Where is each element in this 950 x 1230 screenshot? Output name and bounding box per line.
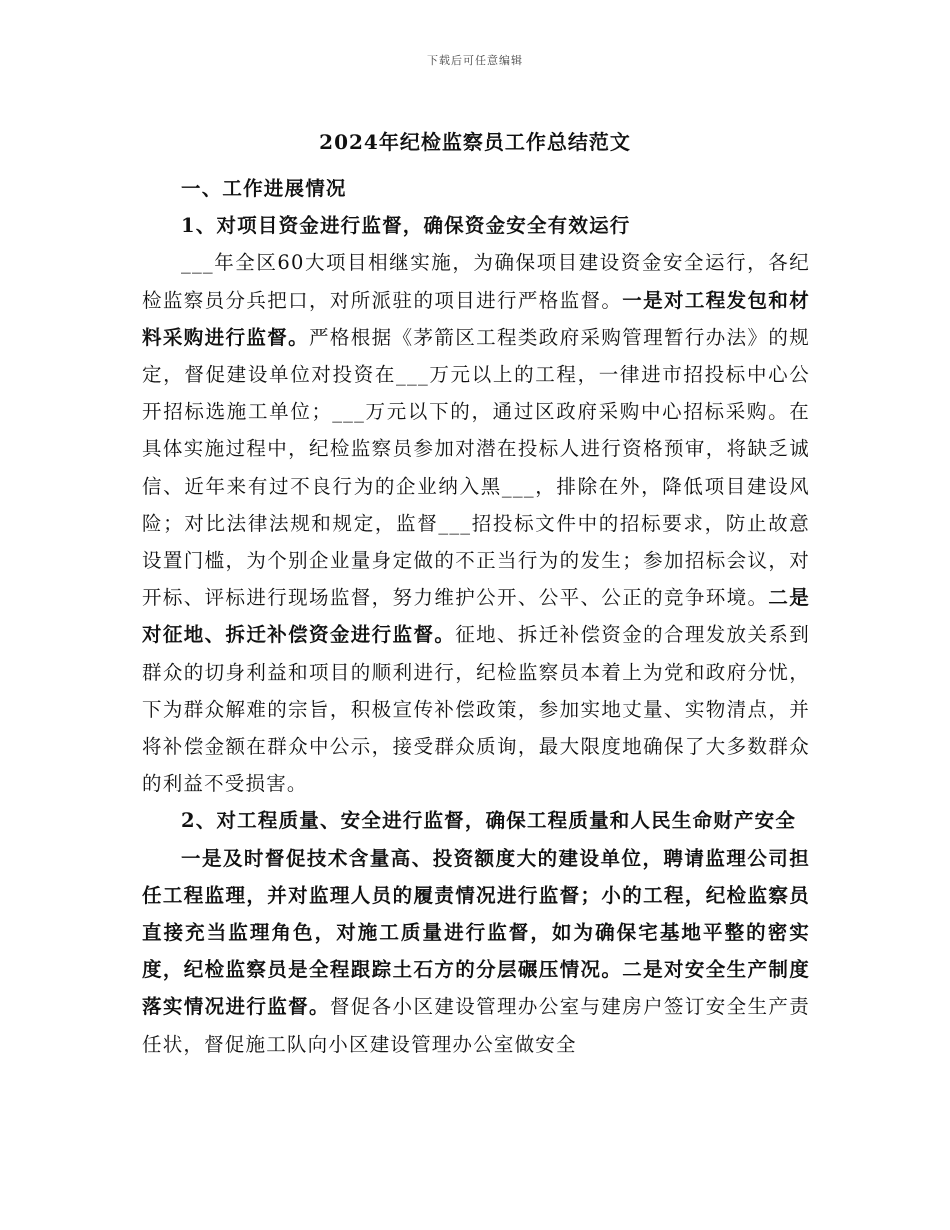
paragraph-funds-supervision	[142, 244, 810, 802]
paragraph-text: ___年全区60大项目相继实施，为确保项目建设资金安全运行，各纪检监察员分兵把口，对所派驻的项目进行严格监督。	[142, 251, 810, 312]
paragraph-text: 征地、拆迁补偿资金的合理发放关系到群众的切身利益和项目的顺利进行，纪检监察员本着上为党和政府分忧，下为群众解难的宗旨，积极宣传补偿政策，参加实地丈量、实物清点，并将补偿金额在群众中公示，接受群众质询，最大限度地确保了大多数群众的利益不受损害。	[142, 623, 810, 796]
document-body	[142, 170, 810, 1063]
paragraph-quality-supervision	[142, 840, 810, 1063]
subsection-heading-quality-safety: 2、对工程质量、安全进行监督，确保工程质量和人民生命财产安全	[181, 809, 797, 833]
document-title: 2024年纪检监察员工作总结范文	[319, 130, 631, 154]
paragraph-emphasis: 一是及时督促技术含量高、投资额度大的建设单位，聘请监理公司担任工程监理，并对监理人员的履责情况进行监督；小的工程，纪检监察员直接充当监理角色，对施工质量进行监督，如为确保宅基地平整的密实度，纪检监察员是全程跟踪土石方的分层碾压情况。二是对安全生产制度落实情况进行监督。	[142, 846, 810, 1019]
paragraph-emphasis: 一是对工程发包和材料采购进行监督。	[142, 288, 810, 349]
section-heading-progress: 一、工作进展情况	[181, 177, 347, 200]
page-header-note: 下载后可任意编辑	[427, 54, 523, 67]
paragraph-text: 严格根据《茅箭区工程类政府采购管理暂行办法》的规定，督促建设单位对投资在___万元以上的工程，一律进市招投标中心公开招标选施工单位；___万元以下的，通过区政府采购中心招标采购。在具体实施过程中，纪检监察员参加对潜在投标人进行资格预审，将缺乏诚信、近年来有过不良行为的企业纳入黑___，排除在外，降低项目建设风险；对比法律法规和规定，监督___招投标文件中的招标要求，防止故意设置门槛，为个别企业量身定做的不正当行为的发生；参加招标会议，对开标、评标进行现场监督，努力维护公开、公平、公正的竞争环境。	[142, 325, 810, 610]
paragraph-emphasis: 二是对征地、拆迁补偿资金进行监督。	[142, 586, 810, 647]
paragraph-text: 督促各小区建设管理办公室与建房户签订安全生产责任状，督促施工队向小区建设管理办公室做安全	[142, 995, 810, 1056]
subsection-heading-funds: 1、对项目资金进行监督，确保资金安全有效运行	[181, 214, 631, 238]
